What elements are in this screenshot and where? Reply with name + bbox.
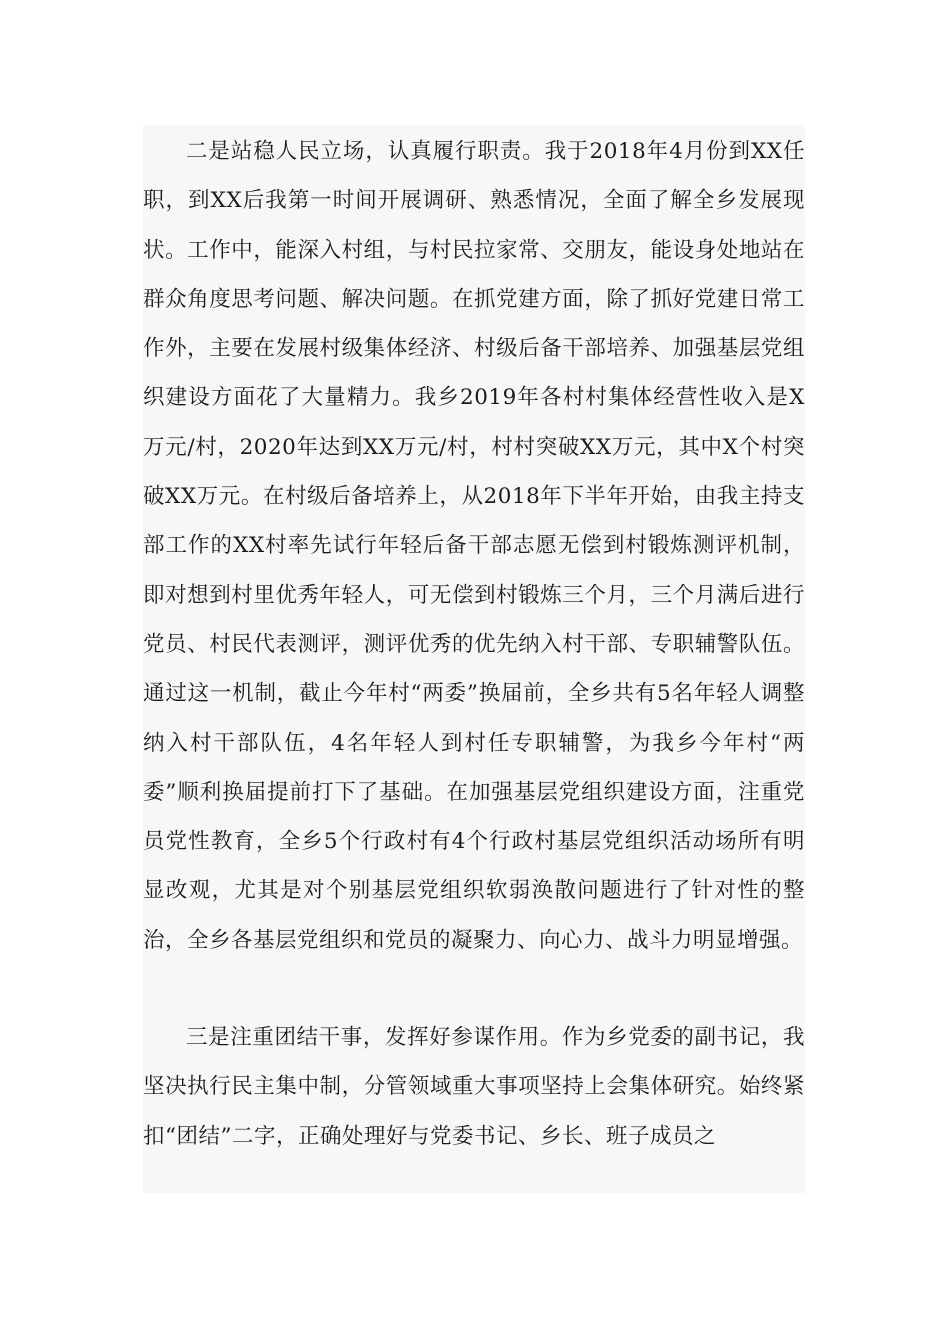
text-block — [143, 125, 805, 1193]
paragraph-stance: 二是站稳人民立场，认真履行职责。我于2018年4月份到XX任职，到XX后我第一时间开展调研、熟悉情况，全面了解全乡发展现状。工作中，能深入村组，与村民拉家常、交朋友，能设身处地站在群众角度思考问题、解决问题。在抓党建方面，除了抓好党建日常工作外，主要在发展村级集体经济、村级后备干部培养、加强基层党组织建设方面花了大量精力。我乡2019年各村村集体经营性收入是X万元/村，2020年达到XX万元/村，村村突破XX万元，其中X个村突破XX万元。在村级后备培养上，从2018年下半年开始，由我主持支部工作的XX村率先试行年轻后备干部志愿无偿到村锻炼测评机制，即对想到村里优秀年轻人，可无偿到村锻炼三个月，三个月满后进行党员、村民代表测评，测评优秀的优先纳入村干部、专职辅警队伍。通过这一机制，截止今年村“两委”换届前，全乡共有5名年轻人调整纳入村干部队伍，4名年轻人到村任专职辅警，为我乡今年村“两委”顺利换届提前打下了基础。在加强基层党组织建设方面，注重党员党性教育，全乡5个行政村有4个行政村基层党组织活动场所有明显改观，尤其是对个别基层党组织软弱涣散问题进行了针对性的整治，全乡各基层党组织和党员的凝聚力、向心力、战斗力明显增强。 — [143, 139, 805, 953]
paragraph-unity: 三是注重团结干事，发挥好参谋作用。作为乡党委的副书记，我坚决执行民主集中制，分管领域重大事项坚持上会集体研究。始终紧扣“团结”二字，正确处理好与党委书记、乡长、班子成员之 — [143, 1025, 805, 1149]
